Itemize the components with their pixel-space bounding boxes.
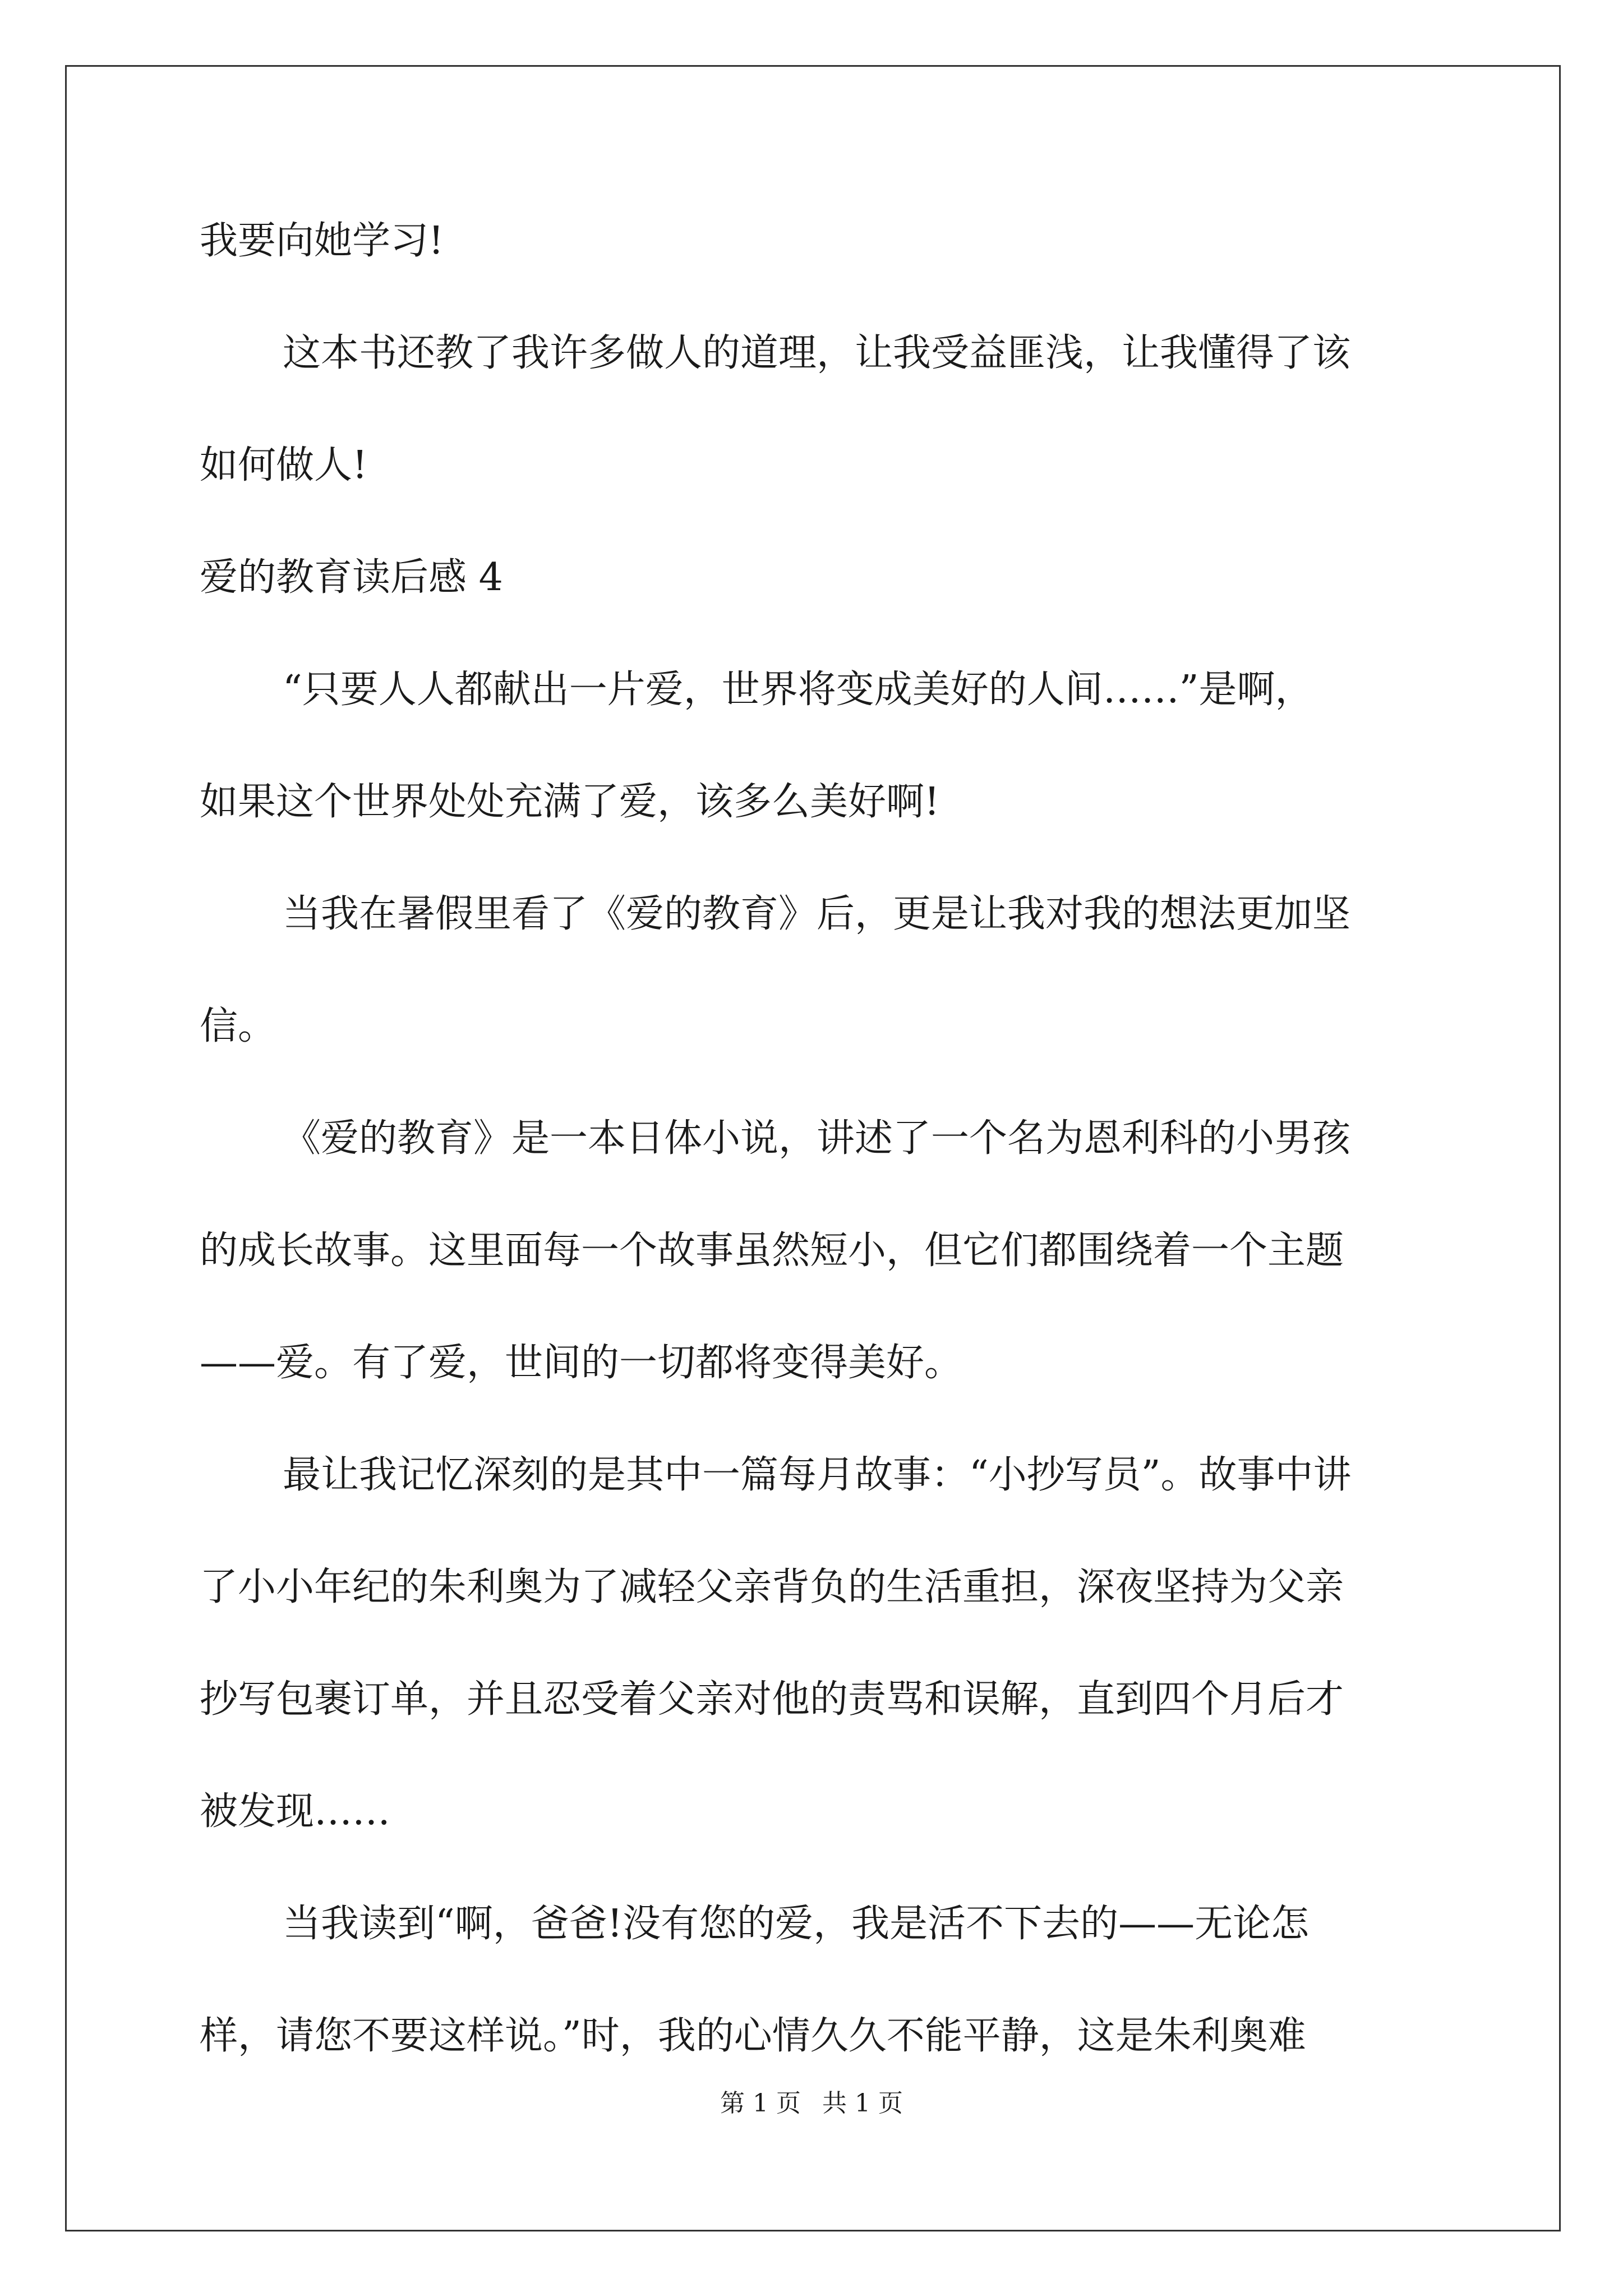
text-line: 如果这个世界处处充满了爱，该多么美好啊! — [200, 780, 940, 824]
page-count: 共 1 页 — [822, 2089, 903, 2118]
text-line: 样，请您不要这样说。”时，我的心情久久不能平静，这是朱利奥难 — [200, 2014, 1306, 2058]
text-line: 我要向她学习! — [200, 219, 444, 263]
text-line: 被发现…… — [200, 1789, 391, 1834]
paragraph-line: 当我读到“啊，爸爸!没有您的爱，我是活不下去的——无论怎 — [283, 1902, 1310, 1946]
paragraph-line: 《爱的教育》是一本日体小说，讲述了一个名为恩利科的小男孩 — [283, 1116, 1351, 1161]
text-line: 的成长故事。这里面每一个故事虽然短小，但它们都围绕着一个主题 — [200, 1228, 1344, 1273]
text-line: 如何做人! — [200, 443, 368, 487]
text-line: ——爱。有了爱，世间的一切都将变得美好。 — [200, 1341, 963, 1385]
paragraph-line: 这本书还教了我许多做人的道理，让我受益匪浅，让我懂得了该 — [283, 331, 1351, 375]
section-heading: 爱的教育读后感 4 — [200, 555, 503, 600]
page-footer — [0, 2087, 1623, 2120]
paragraph-line: “只要人人都献出一片爱，世界将变成美好的人间……”是啊， — [283, 668, 1313, 712]
page-number: 第 1 页 — [720, 2089, 801, 2118]
text-line: 抄写包裹订单，并且忍受着父亲对他的责骂和误解，直到四个月后才 — [200, 1677, 1344, 1722]
text-line: 了小小年纪的朱利奥为了减轻父亲背负的生活重担，深夜坚持为父亲 — [200, 1565, 1344, 1609]
text-line: 信。 — [200, 1004, 276, 1048]
paragraph-line: 最让我记忆深刻的是其中一篇每月故事：“小抄写员”。故事中讲 — [283, 1453, 1352, 1497]
paragraph-line: 当我在暑假里看了《爱的教育》后，更是让我对我的想法更加坚 — [283, 892, 1351, 936]
